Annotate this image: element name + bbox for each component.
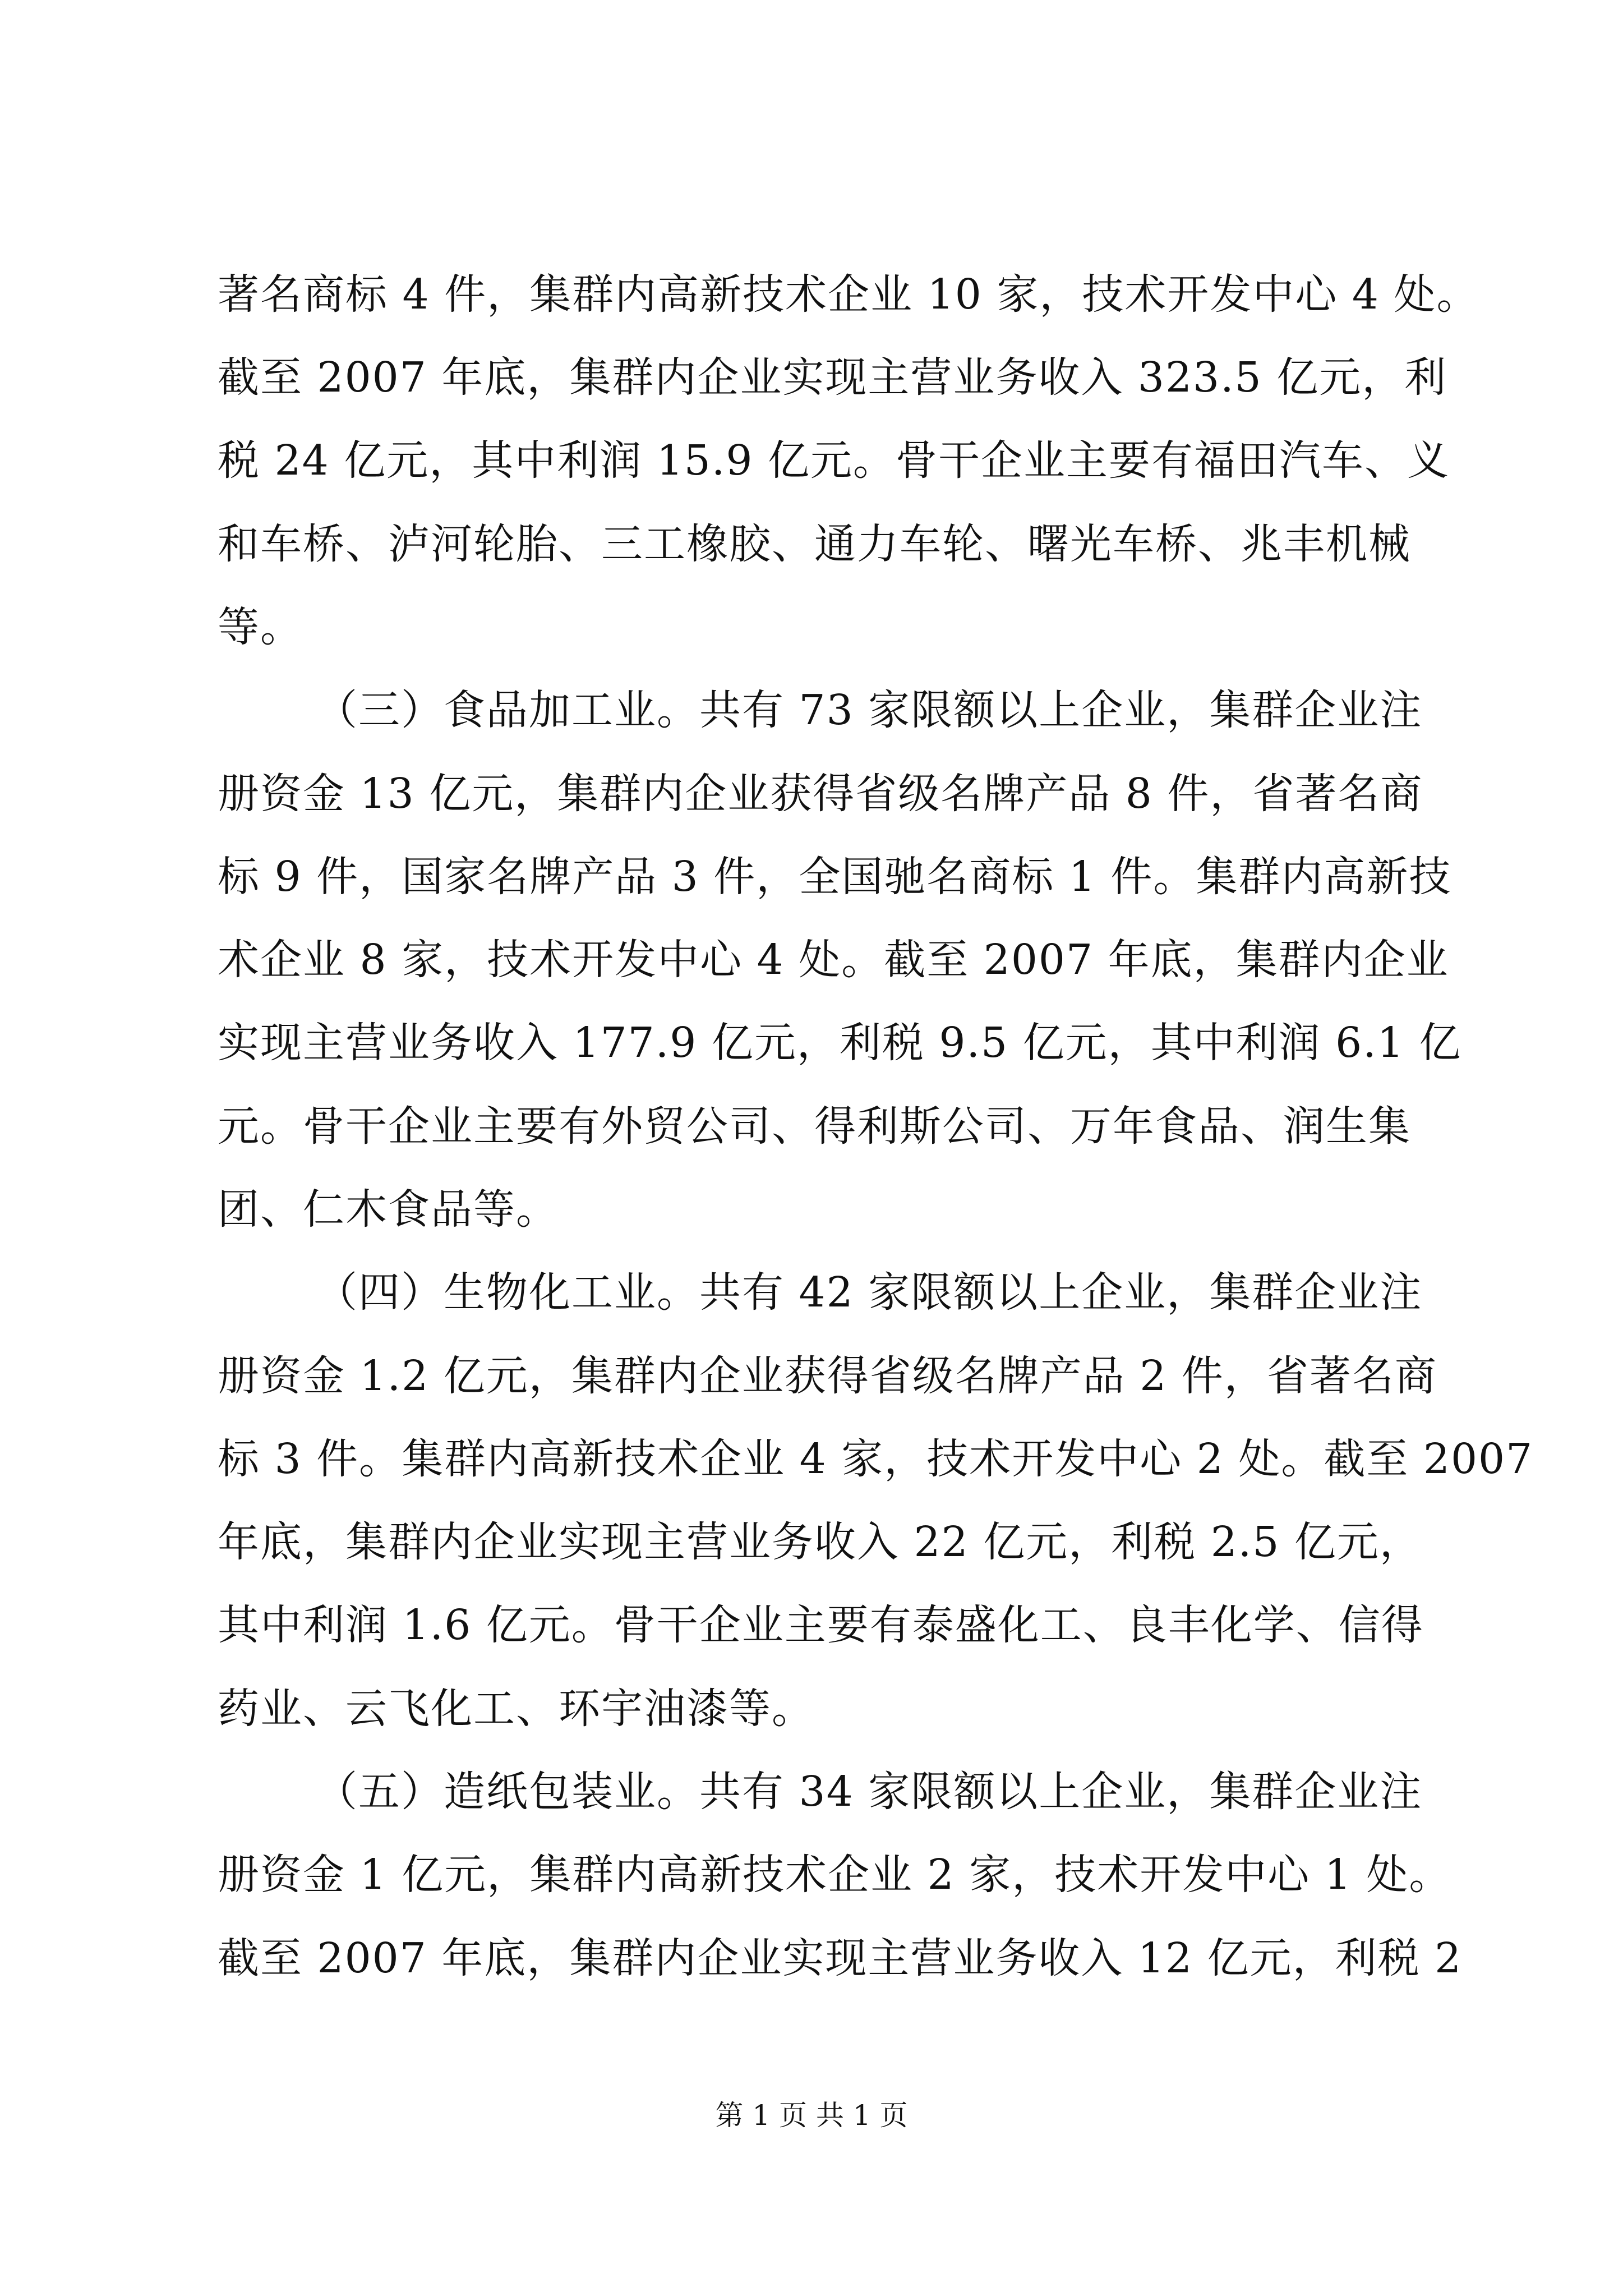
text-line: 著名商标 4 件，集群内高新技术企业 10 家，技术开发中心 4 处。 — [218, 270, 1479, 319]
text-line: 册资金 13 亿元，集群内企业获得省级名牌产品 8 件，省著名商 — [218, 770, 1423, 818]
section-heading-line: （三）食品加工业。共有 73 家限额以上企业，集群企业注 — [316, 686, 1423, 734]
text-line: 团、仁木食品等。 — [218, 1185, 559, 1234]
page-number-footer: 第 1 页 共 1 页 — [715, 2099, 908, 2132]
text-line: 册资金 1.2 亿元，集群内企业获得省级名牌产品 2 件，省著名商 — [218, 1352, 1437, 1400]
text-line: 册资金 1 亿元，集群内高新技术企业 2 家，技术开发中心 1 处。 — [218, 1851, 1452, 1899]
text-line: 标 3 件。集群内高新技术企业 4 家，技术开发中心 2 处。截至 2007 — [218, 1435, 1534, 1483]
text-line: 年底，集群内企业实现主营业务收入 22 亿元，利税 2.5 亿元， — [218, 1518, 1422, 1566]
text-line: 标 9 件，国家名牌产品 3 件，全国驰名商标 1 件。集群内高新技 — [218, 853, 1452, 901]
text-line: 元。骨干企业主要有外贸公司、得利斯公司、万年食品、润生集 — [218, 1102, 1411, 1151]
text-line: 等。 — [218, 603, 303, 651]
text-line: 截至 2007 年底，集群内企业实现主营业务收入 323.5 亿元，利 — [218, 353, 1447, 402]
section-heading-line: （五）造纸包装业。共有 34 家限额以上企业，集群企业注 — [316, 1768, 1423, 1816]
text-line: 税 24 亿元，其中利润 15.9 亿元。骨干企业主要有福田汽车、义 — [218, 436, 1450, 485]
text-line: 术企业 8 家，技术开发中心 4 处。截至 2007 年底，集群内企业 — [218, 936, 1449, 984]
text-line: 和车桥、泸河轮胎、三工橡胶、通力车轮、曙光车桥、兆丰机械 — [218, 520, 1411, 568]
text-line: 截至 2007 年底，集群内企业实现主营业务收入 12 亿元，利税 2 — [218, 1934, 1463, 1982]
text-line: 其中利润 1.6 亿元。骨干企业主要有泰盛化工、良丰化学、信得 — [218, 1601, 1424, 1649]
text-line: 药业、云飞化工、环宇油漆等。 — [218, 1685, 814, 1733]
section-heading-line: （四）生物化工业。共有 42 家限额以上企业，集群企业注 — [316, 1268, 1423, 1317]
text-line: 实现主营业务收入 177.9 亿元，利税 9.5 亿元，其中利润 6.1 亿 — [218, 1019, 1462, 1067]
